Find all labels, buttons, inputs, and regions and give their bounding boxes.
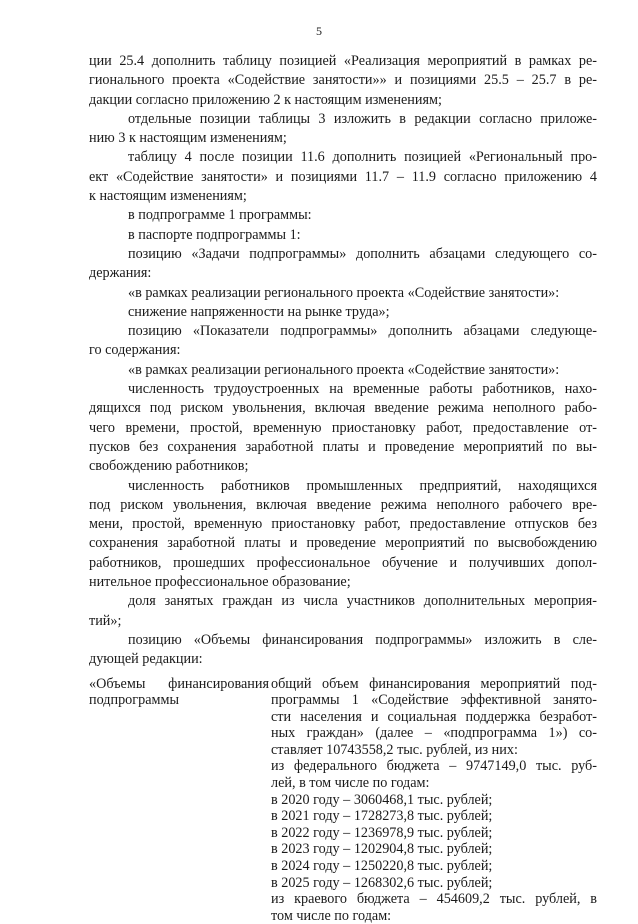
- passport-value-column: [271, 676, 597, 924]
- passport-label-column: [89, 676, 269, 709]
- text-line: дующей редакции:: [89, 650, 597, 669]
- text-line: численность трудоустроенных на временные работы работников, нахо-: [89, 380, 597, 399]
- text-line: работников, прошедших профессиональное обучение и получивших допол-: [89, 554, 597, 573]
- passport-value-line: в 2023 году – 1202904,8 тыс. рублей;: [271, 841, 597, 858]
- text-line: дящихся под риском увольнения, включая введение режима неполного рабо-: [89, 399, 597, 418]
- passport-value-line: в 2022 году – 1236978,9 тыс. рублей;: [271, 825, 597, 842]
- passport-value-line: из краевого бюджета – 454609,2 тыс. рублей, в: [271, 891, 597, 908]
- passport-value-line: ставляет 10743558,2 тыс. рублей, из них:: [271, 742, 597, 759]
- passport-value-line: сти населения и социальная поддержка безработ-: [271, 709, 597, 726]
- body-text: [89, 52, 597, 916]
- text-line: чего времени, простой, временную приостановку работ, предоставление от-: [89, 419, 597, 438]
- text-line: нительное профессиональное образование;: [89, 573, 597, 592]
- text-line: держания:: [89, 264, 597, 283]
- text-line: дакции согласно приложению 2 к настоящим изменениям;: [89, 91, 597, 110]
- text-line: снижение напряженности на рынке труда»;: [89, 303, 597, 322]
- text-line: «в рамках реализации регионального проекта «Содействие занятости»:: [89, 284, 597, 303]
- text-line: отдельные позиции таблицы 3 изложить в редакции согласно приложе-: [89, 110, 597, 129]
- text-line: свобождению работников;: [89, 457, 597, 476]
- text-line: «в рамках реализации регионального проекта «Содействие занятости»:: [89, 361, 597, 380]
- text-line: численность работников промышленных предприятий, находящихся: [89, 477, 597, 496]
- text-line: го содержания:: [89, 341, 597, 360]
- passport-table: [89, 676, 597, 916]
- text-line: сохранения заработной платы и проведение мероприятий по высвобождению: [89, 534, 597, 553]
- text-line: позицию «Объемы финансирования подпрограммы» изложить в сле-: [89, 631, 597, 650]
- passport-value-line: общий объем финансирования мероприятий под-: [271, 676, 597, 693]
- text-line: позицию «Задачи подпрограммы» дополнить абзацами следующего со-: [89, 245, 597, 264]
- passport-value-line: в 2024 году – 1250220,8 тыс. рублей;: [271, 858, 597, 875]
- text-line: нию 3 к настоящим изменениям;: [89, 129, 597, 148]
- page-number: 5: [0, 24, 638, 39]
- passport-value-line: в 2020 году – 3060468,1 тыс. рублей;: [271, 792, 597, 809]
- text-line: в паспорте подпрограммы 1:: [89, 226, 597, 245]
- text-line: мени, простой, временную приостановку работ, предоставление отпусков без: [89, 515, 597, 534]
- text-line: тий»;: [89, 612, 597, 631]
- text-line: доля занятых граждан из числа участников дополнительных мероприя-: [89, 592, 597, 611]
- text-line: таблицу 4 после позиции 11.6 дополнить позицией «Региональный про-: [89, 148, 597, 167]
- text-line: позицию «Показатели подпрограммы» дополнить абзацами следующе-: [89, 322, 597, 341]
- text-line: пусков без сохранения заработной платы и проведение мероприятий по вы-: [89, 438, 597, 457]
- text-line: гионального проекта «Содействие занятости»» и позициями 25.5 – 25.7 в ре-: [89, 71, 597, 90]
- paragraph-lines: [89, 52, 597, 670]
- passport-value-line: в 2025 году – 1268302,6 тыс. рублей;: [271, 875, 597, 892]
- passport-value-line: программы 1 «Содействие эффективной занято-: [271, 692, 597, 709]
- text-line: в подпрограмме 1 программы:: [89, 206, 597, 225]
- passport-label-line: «Объемы финансирования: [89, 676, 269, 693]
- text-line: ект «Содействие занятости» и позициями 11.7 – 11.9 согласно приложению 4: [89, 168, 597, 187]
- text-line: ции 25.4 дополнить таблицу позицией «Реализация мероприятий в рамках ре-: [89, 52, 597, 71]
- passport-value-line: том числе по годам:: [271, 908, 597, 924]
- passport-value-line: ных граждан» (далее – «подпрограмма 1») со-: [271, 725, 597, 742]
- text-line: к настоящим изменениям;: [89, 187, 597, 206]
- passport-label-line: подпрограммы: [89, 692, 269, 709]
- text-line: под риском увольнения, включая введение режима неполного рабочего вре-: [89, 496, 597, 515]
- passport-value-line: из федерального бюджета – 9747149,0 тыс. руб-: [271, 758, 597, 775]
- passport-value-line: лей, в том числе по годам:: [271, 775, 597, 792]
- passport-value-line: в 2021 году – 1728273,8 тыс. рублей;: [271, 808, 597, 825]
